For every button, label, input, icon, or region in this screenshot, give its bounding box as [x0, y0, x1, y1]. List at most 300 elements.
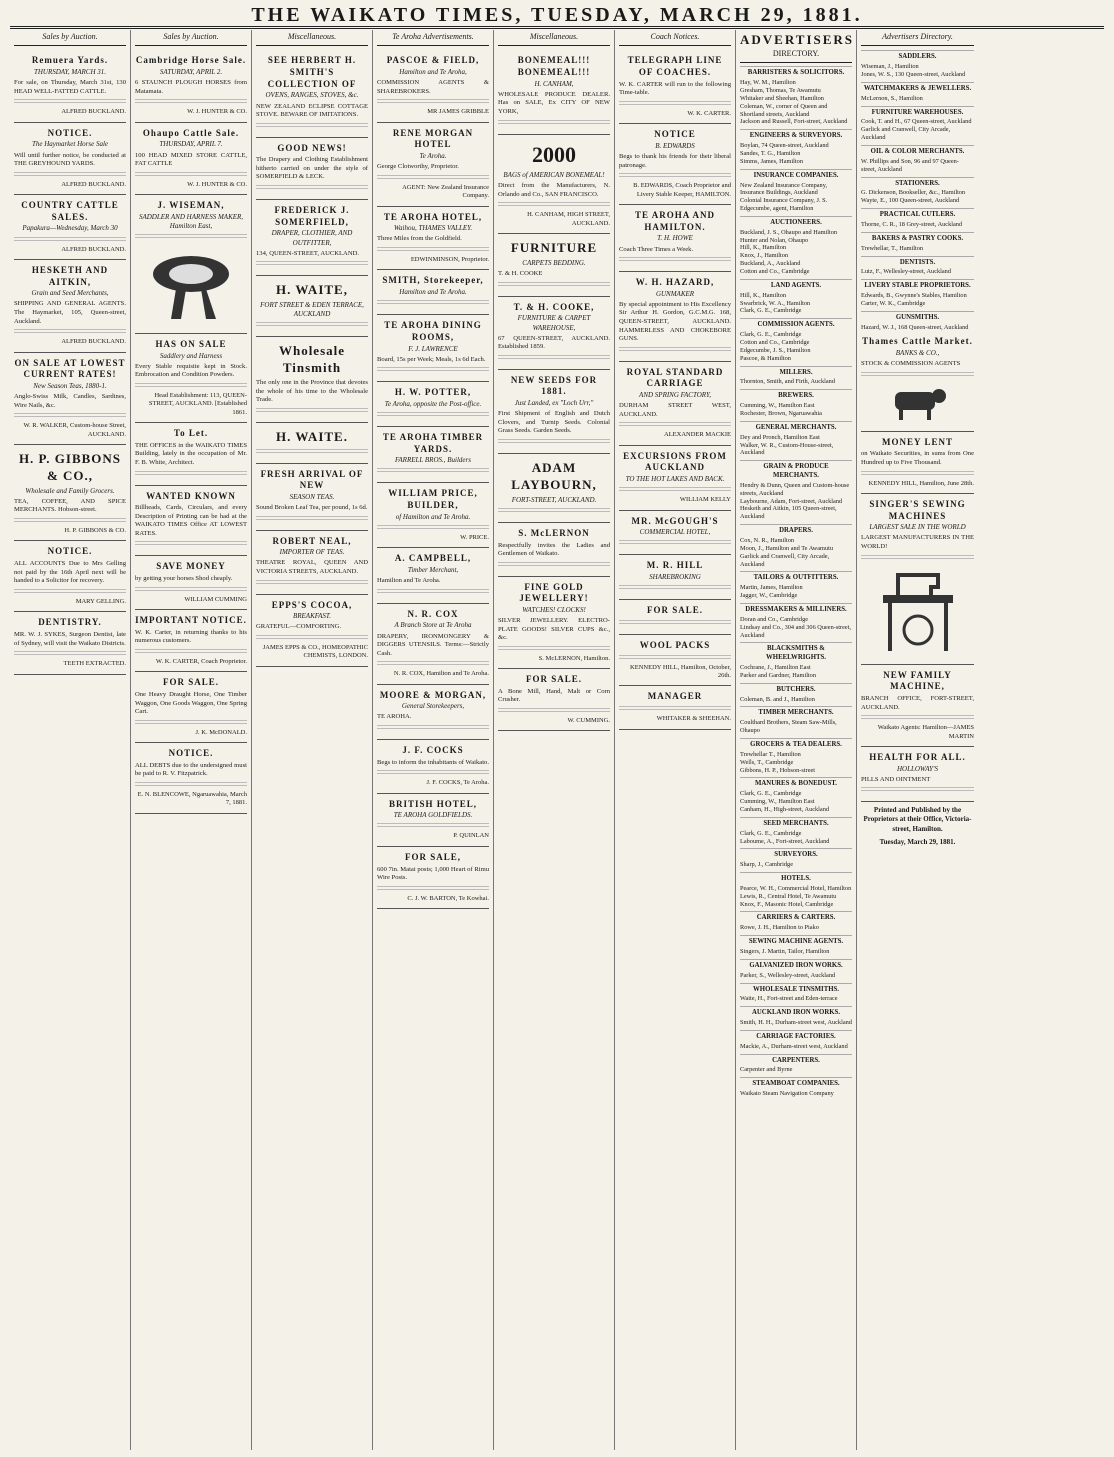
- advertisement: [861, 432, 974, 494]
- directory-entry: Edwards, B., Gwynne's Stables, Hamilton: [861, 292, 967, 300]
- ad-body: The Drapery and Clothing Establishment hitherto carried on under the style of SOMERFIELD & LECK.: [256, 156, 368, 181]
- advertisement: [135, 195, 247, 334]
- directory-entry: Cotton and Co., Cambridge: [740, 339, 810, 347]
- directory-entry: Pascoe, & Hamilton: [740, 354, 791, 362]
- body-text-lines: [14, 651, 126, 657]
- ad-body: WHOLESALE PRODUCE DEALER. Has on SALE, Ex CITY OF NEW YORK,: [498, 90, 610, 115]
- ad-title: HEALTH FOR ALL.: [869, 751, 966, 762]
- ad-body: 100 HEAD MIXED STORE CATTLE, FAT CATTLE: [135, 151, 247, 168]
- directory-heading: SEWING MACHINE AGENTS.: [740, 935, 852, 947]
- body-text-lines: [377, 725, 489, 731]
- ad-body: 134, QUEEN-STREET, AUCKLAND.: [256, 249, 359, 257]
- ad-subtitle: BREAKFAST.: [292, 612, 332, 621]
- body-text-lines: [377, 175, 489, 181]
- directory-entry: Smith, H. H., Durham-street west, Auckland: [740, 1019, 852, 1027]
- advertisement: [135, 123, 247, 195]
- directory-heading: HOTELS.: [740, 872, 852, 884]
- body-text-lines: [619, 422, 731, 428]
- advertisement: [861, 665, 974, 747]
- ad-title: M. R. HILL: [646, 560, 704, 571]
- body-text-lines: [498, 282, 610, 288]
- ad-body: MR. W. J. SYKES, Surgeon Dentist, late of Sydney, will visit the Waikato Districts.: [14, 630, 126, 647]
- ad-subtitle: WATCHES! CLOCKS!: [522, 606, 586, 614]
- directory-heading: WATCHMAKERS & JEWELLERS.: [861, 82, 974, 94]
- body-text-lines: [498, 562, 610, 568]
- directory-entry: Hunter and Nolan, Ohaupo: [740, 236, 809, 244]
- directory-entry: Hay, W. M., Hamilton: [740, 79, 796, 87]
- advertisement: [256, 464, 368, 531]
- body-text-lines: [135, 471, 247, 477]
- body-text-lines: [377, 300, 489, 306]
- ad-body: DRAPERY, IRONMONGERY & DIGGERS UTENSILS. Terms:—Strictly Cash.: [377, 632, 489, 657]
- ad-subtitle: CARPETS BEDDING.: [522, 259, 586, 268]
- directory-entry: Sharp, J., Cambridge: [740, 861, 793, 869]
- directory-heading: BREWERS.: [740, 389, 852, 401]
- body-text-lines: [135, 587, 247, 593]
- advertisement: [135, 743, 247, 814]
- advertisement: [619, 686, 731, 729]
- ad-body: THEATRE ROYAL, QUEEN AND VICTORIA STREETS, AUCKLAND.: [256, 559, 368, 575]
- body-text-lines: [619, 585, 731, 591]
- directory-heading: OIL & COLOR MERCHANTS.: [861, 145, 974, 157]
- ad-title: NOTICE.: [168, 748, 214, 759]
- directory-entry: Martin, James, Hamilton: [740, 584, 803, 592]
- ad-body: For sale, on Thursday, March 31st, 130 HEAD WELL-FATTED CATTLE.: [14, 79, 126, 95]
- ad-subtitle: A Branch Store at Te Aroha: [394, 621, 472, 630]
- ad-title: FRESH ARRIVAL OF NEW: [260, 468, 364, 491]
- body-text-lines: [498, 355, 610, 361]
- ad-title: MANAGER: [647, 691, 703, 702]
- ad-signature: MARY GELLING.: [75, 597, 126, 605]
- directory-heading: STEAMBOAT COMPANIES.: [740, 1077, 852, 1089]
- body-text-lines: [619, 540, 731, 546]
- body-text-lines: [377, 661, 489, 667]
- ad-body: BRANCH OFFICE, FORT-STREET, AUCKLAND.: [861, 694, 974, 711]
- advertisement: [377, 50, 489, 122]
- ad-body: PILLS AND OINTMENT: [861, 775, 931, 783]
- directory-heading: LIVERY STABLE PROPRIETORS.: [861, 279, 974, 291]
- ad-body: One Heavy Draught Horse, One Timber Waggon, One Goods Waggon, One Spring Cart.: [135, 691, 247, 716]
- advertisement: [377, 604, 489, 685]
- ad-body: on Waikato Securities, in sums from One Hundred up to Five Thousand.: [861, 450, 974, 467]
- directory-entry: Garlick and Cranwell, City Arcade, Auckland: [861, 126, 951, 142]
- directory-heading: DRESSMAKERS & MILLINERS.: [740, 603, 852, 615]
- advertisement: [256, 138, 368, 200]
- advertisement: [256, 50, 368, 137]
- directory-heading: DENTISTS.: [861, 256, 974, 268]
- directory-entry: Jones, W. S., 130 Queen-street, Auckland: [861, 71, 966, 79]
- ad-signature: JAMES EPPS & CO., HOMEOPATHIC CHEMISTS, LONDON.: [262, 643, 368, 660]
- ad-title: W. H. HAZARD,: [635, 277, 715, 288]
- body-text-lines: [14, 172, 126, 178]
- ad-title: TE AROHA TIMBER YARDS.: [382, 432, 484, 454]
- directory-heading: INSURANCE COMPANIES.: [740, 169, 852, 181]
- ad-body: COMMISSION AGENTS & SHAREBROKERS.: [377, 79, 489, 95]
- advertisement: [256, 337, 368, 422]
- ad-subtitle: H. CANHAM,: [534, 79, 574, 88]
- advertisement: [619, 205, 731, 272]
- ad-body: Sound Broken Leaf Tea, per pound, 1s 6d.: [256, 504, 368, 512]
- ad-title: Remuera Yards.: [31, 55, 109, 66]
- ad-signature: W. J. HUNTER & CO.: [187, 108, 247, 116]
- ad-title: BONEMEAL!!! BONEMEAL!!!: [517, 55, 591, 78]
- ad-subtitle: HOLLOWAY'S: [896, 764, 939, 773]
- ad-title: IMPORTANT NOTICE.: [135, 615, 247, 626]
- directory-entry: Cumming, W., Hamilton East: [740, 798, 815, 806]
- body-text-lines: [498, 202, 610, 208]
- ad-subtitle: General Storekeepers,: [401, 702, 465, 711]
- ad-title: FOR SALE.: [525, 674, 582, 685]
- ad-body: Respectfully invites the Ladies and Gentlemen of Waikato.: [498, 541, 610, 558]
- ad-body: Hamilton and Te Aroha.: [377, 577, 441, 585]
- ad-body: A Bone Mill, Hand, Malt or Corn Crusher.: [498, 687, 610, 704]
- ad-subtitle: THURSDAY, MARCH 31.: [33, 68, 107, 77]
- column-5: [494, 30, 615, 1450]
- body-text-lines: [377, 367, 489, 373]
- column-2: [131, 30, 252, 1450]
- ad-title: N. R. COX: [407, 608, 459, 619]
- directory-heading: CARRIAGE FACTORIES.: [740, 1030, 852, 1042]
- ad-subtitle: FURNITURE & CARPET WAREHOUSE,: [517, 314, 591, 332]
- body-text-lines: [498, 439, 610, 445]
- directory-entry: Boylan, 74 Queen-street, Auckland: [740, 142, 829, 150]
- column-3: [252, 30, 373, 1450]
- body-text-lines: [619, 257, 731, 263]
- ad-subtitle: TO THE HOT LAKES AND BACK.: [625, 475, 725, 484]
- directory-heading: MANURES & BONEDUST.: [740, 777, 852, 789]
- ad-signature: Waikato Agents: Hamilton—JAMES MARTIN: [877, 724, 974, 740]
- advertisement: [377, 847, 489, 909]
- directory-entry: Swarbrick, W. A., Hamilton: [740, 299, 811, 307]
- ad-title: NOTICE: [654, 129, 696, 140]
- ad-body: LARGEST MANUFACTURERS IN THE WORLD!: [861, 534, 974, 551]
- directory-entry: Singers, J. Martin, Tailor, Hamilton: [740, 947, 830, 955]
- body-text-lines: [619, 347, 731, 353]
- ad-title: WANTED KNOWN: [146, 490, 236, 501]
- ad-body: TEA, COFFEE, AND SPICE MERCHANTS. Hobson-street.: [14, 497, 126, 514]
- ad-signature: WILLIAM KELLY: [679, 496, 731, 504]
- directory-entry: Sandes, T. G., Hamilton: [740, 149, 801, 157]
- ad-title: PASCOE & FIELD,: [386, 55, 480, 66]
- ad-title: A. CAMPBELL,: [394, 553, 472, 564]
- body-text-lines: [256, 449, 368, 455]
- ad-signature: TEETH EXTRACTED.: [63, 660, 126, 668]
- ad-body: By special appointment to His Excellency Sir Arthur H. Gordon, G.C.M.G. 168, QUEEN-STREET, AUCKLAND. HAMMERLESS AND CHOKEBORE GUNS.: [619, 300, 731, 343]
- ad-title: H. P. GIBBONS & CO.,: [18, 451, 122, 483]
- ad-title: WILLIAM PRICE, BUILDER,: [388, 488, 478, 511]
- body-text-lines: [14, 518, 126, 524]
- advertisement: [498, 50, 610, 134]
- ad-signature: W. J. HUNTER & CO.: [187, 180, 247, 188]
- body-text-lines: [861, 715, 974, 721]
- directory-entry: Clark, G. E., Cambridge: [740, 331, 802, 339]
- ad-title: H. W. POTTER,: [394, 387, 472, 398]
- ad-title: SMITH, Storekeeper,: [382, 275, 484, 286]
- advertisement: [619, 446, 731, 511]
- masthead-date: TUESDAY, MARCH 29, 1881.: [531, 4, 863, 26]
- ad-title: FOR SALE.: [162, 677, 219, 688]
- advertisement: [135, 672, 247, 743]
- column-1: [10, 30, 131, 1450]
- directory-entry: Trewhellar, T., Hamilton: [861, 244, 924, 252]
- ad-title: FINE GOLD JEWELLERY!: [519, 581, 589, 604]
- ad-title: DENTISTRY.: [38, 617, 102, 628]
- directory-entry: Cook, T. and H., 67 Queen-street, Auckland: [861, 118, 972, 126]
- ad-title: SEE HERBERT H. SMITH'S COLLECTION OF: [267, 55, 357, 89]
- directory-entry: Rowe, J. H., Hamilton to Piako: [740, 924, 819, 932]
- directory-heading: BUTCHERS.: [740, 683, 852, 695]
- advertisement: [861, 747, 974, 802]
- ad-signature: MR JAMES GRIBBLE: [427, 108, 489, 116]
- ad-title: Thames Cattle Market.: [862, 336, 973, 347]
- advertisement: [256, 276, 368, 337]
- directory-heading: SURVEYORS.: [740, 848, 852, 860]
- ad-title: H. WAITE.: [276, 428, 348, 444]
- ad-subtitle: Te Aroha, opposite the Post-office.: [384, 399, 482, 408]
- directory-heading: GUNSMITHS.: [861, 311, 974, 323]
- advertisement: [619, 272, 731, 362]
- ad-title: WOOL PACKS: [639, 639, 711, 650]
- advertisement: [861, 331, 974, 431]
- ad-body: Three Miles from the Goldfield.: [377, 235, 462, 243]
- ad-body: W. K. Carter, in returning thanks to his numerous customers.: [135, 628, 247, 645]
- printer-imprint: Printed and Published by the Proprietors at their Office, Victoria-street, Hamilton.: [863, 806, 972, 833]
- advertisement: [256, 531, 368, 595]
- body-text-lines: [135, 541, 247, 547]
- advertisement: [135, 556, 247, 610]
- ad-title: ON SALE AT LOWEST CURRENT RATES!: [14, 357, 126, 380]
- column-header: Coach Notices.: [619, 30, 731, 46]
- body-text-lines: [256, 516, 368, 522]
- advertisement: [135, 486, 247, 557]
- directory-entry: Pearce, W. H., Commercial Hotel, Hamilton: [740, 884, 852, 892]
- ad-signature: W. CUMMING.: [567, 717, 610, 725]
- body-text-lines: [861, 471, 974, 477]
- directory-entry: W. Phillips and Son, 96 and 97 Queen-street, Auckland: [861, 157, 959, 173]
- ad-body: Anglo-Swiss Milk, Candles, Sardines, Wire Nails, &c.: [14, 393, 126, 409]
- column-header: Advertisers Directory.: [861, 30, 974, 46]
- advertisement: [377, 315, 489, 382]
- body-text-lines: [135, 99, 247, 105]
- ad-signature: B. EDWARDS, Coach Proprietor and Livery Stable Keeper, HAMILTON.: [633, 182, 731, 198]
- directory-entry: Wiseman, J., Hamilton: [861, 63, 919, 71]
- ad-signature: ALEXANDER MACKIE: [664, 431, 731, 439]
- directory-entry: Cochrane, J., Hamilton East: [740, 664, 811, 672]
- directory-title: ADVERTISERS: [740, 32, 855, 47]
- ad-title: SINGER'S SEWING MACHINES: [869, 499, 966, 521]
- ad-subtitle: THURSDAY, APRIL 7.: [159, 140, 223, 149]
- body-text-lines: [619, 101, 731, 107]
- directory-heading: GALVANIZED IRON WORKS.: [740, 959, 852, 971]
- directory-entry: Coulthard Brothers, Steam Saw-Mills, Ohaupo: [740, 719, 837, 735]
- advertisement: [377, 270, 489, 315]
- body-text-lines: [135, 782, 247, 788]
- ad-signature: W. K. CARTER, Coach Proprietor.: [155, 657, 247, 665]
- ad-body: TE AROHA.: [377, 713, 412, 721]
- advertisement: [377, 685, 489, 740]
- directory-heading: AUCTIONEERS.: [740, 216, 852, 228]
- body-text-lines: [135, 172, 247, 178]
- directory-entry: Buckland, J. S., Ohaupo and Hamilton: [740, 228, 838, 236]
- directory-entry: Doran and Co., Cambridge: [740, 615, 809, 623]
- ad-signature: ALFRED BUCKLAND.: [61, 338, 126, 346]
- body-text-lines: [135, 720, 247, 726]
- ad-title: ROBERT NEAL,: [272, 535, 352, 546]
- ad-body: NEW ZEALAND ECLIPSE COTTAGE STOVE. BEWARE OF IMITATIONS.: [256, 102, 368, 119]
- ad-signature: E. N. BLENCOWE, Ngaruawahia, March 7, 1881.: [137, 791, 247, 807]
- advertisement: [619, 600, 731, 635]
- directory-entry: McLernon, S., Hamilton: [861, 94, 923, 102]
- ad-title: FOR SALE.: [646, 605, 703, 616]
- ad-subtitle: Hamilton and Te Aroha.: [399, 288, 467, 297]
- ad-subtitle: Grain and Seed Merchants,: [31, 289, 109, 298]
- directory-entry: Lewis, R., Central Hotel, Te Awamutu: [740, 892, 837, 900]
- body-text-lines: [498, 708, 610, 714]
- advertisement: [377, 548, 489, 603]
- ad-body: Begs to inform the inhabitants of Waikato.: [377, 758, 489, 766]
- directory-entry: Simms, James, Hamilton: [740, 157, 803, 165]
- ad-title: Wholesale Tinsmith: [278, 343, 346, 376]
- ad-title: NEW FAMILY MACHINE,: [883, 669, 952, 692]
- ad-title: BRITISH HOTEL,: [388, 798, 478, 809]
- ad-body: Billheads, Cards, Circulars, and every Description of Printing can be had at the WAIKATO TIMES Office AT LOWEST RATES.: [135, 504, 247, 537]
- advertisement: [256, 200, 368, 276]
- body-text-lines: [14, 237, 126, 243]
- body-text-lines: [377, 468, 489, 474]
- ad-title: FURNITURE: [510, 240, 598, 256]
- ad-body: DURHAM STREET WEST, AUCKLAND.: [619, 402, 731, 418]
- ad-title: T. & H. COOKE,: [513, 301, 595, 312]
- ad-subtitle: BAGS of AMERICAN BONEMEAL!: [503, 171, 605, 180]
- ad-signature: P. QUINLAN: [453, 832, 489, 840]
- ad-title: ADAM LAYBOURN,: [511, 459, 597, 492]
- ad-body: STOCK & COMMISSION AGENTS: [861, 360, 961, 368]
- ad-title: TE AROHA DINING ROOMS,: [384, 320, 482, 342]
- column-6: [615, 30, 736, 1450]
- ad-subtitle: SEASON TEAS.: [289, 492, 335, 501]
- saddle-icon: [146, 244, 236, 324]
- column-header: Sales by Auction.: [135, 30, 247, 46]
- ad-body: W. K. CARTER will run to the following Time-table.: [619, 80, 731, 97]
- ad-title: TE AROHA AND HAMILTON.: [634, 210, 715, 232]
- advertisement: [619, 555, 731, 600]
- ad-subtitle: SATURDAY, APRIL 2.: [159, 68, 223, 77]
- advertisement: [619, 124, 731, 205]
- advertisement: [377, 207, 489, 271]
- ad-signature: J. F. COCKS, Te Aroha.: [426, 779, 489, 787]
- body-text-lines: [619, 706, 731, 712]
- ad-subtitle: GUNMAKER: [655, 289, 695, 298]
- column-header: Sales by Auction.: [14, 30, 126, 46]
- ad-title: GOOD NEWS!: [277, 142, 347, 153]
- ad-body: First Shipment of English and Dutch Clovers, and Turnip Seeds. Colonial Grass Seeds. Garden Seeds.: [498, 410, 610, 435]
- ad-signature: WHITAKER & SHEEHAN.: [656, 715, 731, 723]
- advertisement: [14, 123, 126, 195]
- ad-title: ROYAL STANDARD CARRIAGE: [626, 366, 724, 389]
- advertisement: [861, 494, 974, 665]
- ad-subtitle: AND SPRING FACTORY,: [639, 391, 711, 400]
- advertisement: [14, 260, 126, 353]
- ad-subtitle: DRAPER, CLOTHIER, AND OUTFITTER,: [271, 229, 353, 247]
- ad-title: NEW SEEDS FOR 1881.: [510, 374, 598, 397]
- advertisement: [135, 50, 247, 122]
- body-text-lines: [619, 620, 731, 626]
- ad-title: NOTICE.: [47, 127, 93, 138]
- masthead: [10, 4, 1104, 29]
- body-text-lines: [861, 555, 974, 561]
- advertisement: [619, 362, 731, 446]
- ad-subtitle: OVENS, RANGES, STOVES, &c.: [265, 91, 359, 100]
- ad-signature: W. R. WALKER, Custom-house Street, AUCKLAND.: [23, 422, 126, 438]
- directory-heading: GROCERS & TEA DEALERS.: [740, 738, 852, 750]
- ad-title: NOTICE.: [47, 546, 93, 557]
- directory-entry: Edgecumbe, J. S., Hamilton: [740, 346, 811, 354]
- advertisement: [14, 195, 126, 260]
- directory-entry: Walker, W. R., Custom-House-street, Auckland: [740, 441, 834, 457]
- body-text-lines: [256, 580, 368, 586]
- directory-entry: Buckland, A., Auckland: [740, 260, 801, 268]
- advertisement: [14, 353, 126, 445]
- body-text-lines: [14, 329, 126, 335]
- ad-subtitle: Waihou, THAMES VALLEY.: [393, 224, 473, 233]
- advertisement: [377, 427, 489, 483]
- ad-title: MONEY LENT: [882, 436, 953, 447]
- directory-heading: GRAIN & PRODUCE MERCHANTS.: [740, 460, 852, 481]
- ad-title: SAVE MONEY: [156, 561, 226, 572]
- directory-heading: TIMBER MERCHANTS.: [740, 706, 852, 718]
- advertisement: [498, 135, 610, 235]
- ad-title: EXCURSIONS FROM AUCKLAND: [623, 450, 727, 473]
- ad-signature: H. P. GIBBONS & CO.: [64, 527, 126, 535]
- body-text-lines: [135, 383, 247, 389]
- ad-body: The only one in the Province that devotes the whole of his time to the Wholesale Trade.: [256, 379, 368, 404]
- ad-subtitle: Timber Merchant,: [407, 566, 459, 575]
- column-header: Miscellaneous.: [498, 30, 610, 46]
- body-text-lines: [377, 589, 489, 595]
- advertisement: [135, 610, 247, 672]
- directory-entry: Colonial Insurance Company, J. S. Edgecumbe, agent, Hamilton: [740, 197, 828, 213]
- ad-subtitle: New Season Teas, 1880-1.: [33, 381, 107, 390]
- directory-heading: BAKERS & PASTRY COOKS.: [861, 232, 974, 244]
- ad-body: Direct from the Manufacturers, N. Orlando and Co., SAN FRANCISCO.: [498, 182, 610, 198]
- directory-heading: STATIONERS.: [861, 177, 974, 189]
- body-text-lines: [14, 99, 126, 105]
- advertisement: [135, 423, 247, 485]
- body-text-lines: [377, 886, 489, 892]
- body-text-lines: [256, 261, 368, 267]
- ad-signature: WILLIAM CUMMING: [184, 595, 247, 603]
- ad-title: FREDERICK J. SOMERFIELD,: [274, 205, 350, 227]
- ad-body: Board, 15s per Week; Meals, 1s 6d Each.: [377, 355, 486, 363]
- directory-entry: Trewhellar T., Hamilton: [740, 750, 801, 758]
- directory-entry: Waikato Steam Navigation Company: [740, 1090, 834, 1098]
- ad-title: Ohaupo Cattle Sale.: [142, 127, 240, 138]
- ad-title: HESKETH AND AITKIN,: [31, 264, 109, 287]
- directory-entry: Hendry & Dunn, Queen and Custom-house streets, Auckland: [740, 481, 850, 497]
- column-grid: [10, 30, 1104, 1450]
- ad-body: 67 QUEEN-STREET, AUCKLAND. Established 1859.: [498, 334, 610, 351]
- directory-entry: Laboume, A., Fort-street, Auckland: [740, 837, 830, 845]
- body-text-lines: [256, 322, 368, 328]
- advertisement: [619, 511, 731, 556]
- advertisement: [135, 334, 247, 423]
- directory-entry: Hazard, W. J., 168 Queen-street, Auckland: [861, 323, 969, 331]
- ad-subtitle: F. J. LAWRENCE: [408, 344, 458, 353]
- directory-entry: Jagger, W., Cambridge: [740, 592, 798, 600]
- advertisement: [256, 423, 368, 464]
- ad-subtitle: B. EDWARDS: [655, 142, 695, 151]
- ad-subtitle: BANKS & CO.,: [895, 349, 940, 358]
